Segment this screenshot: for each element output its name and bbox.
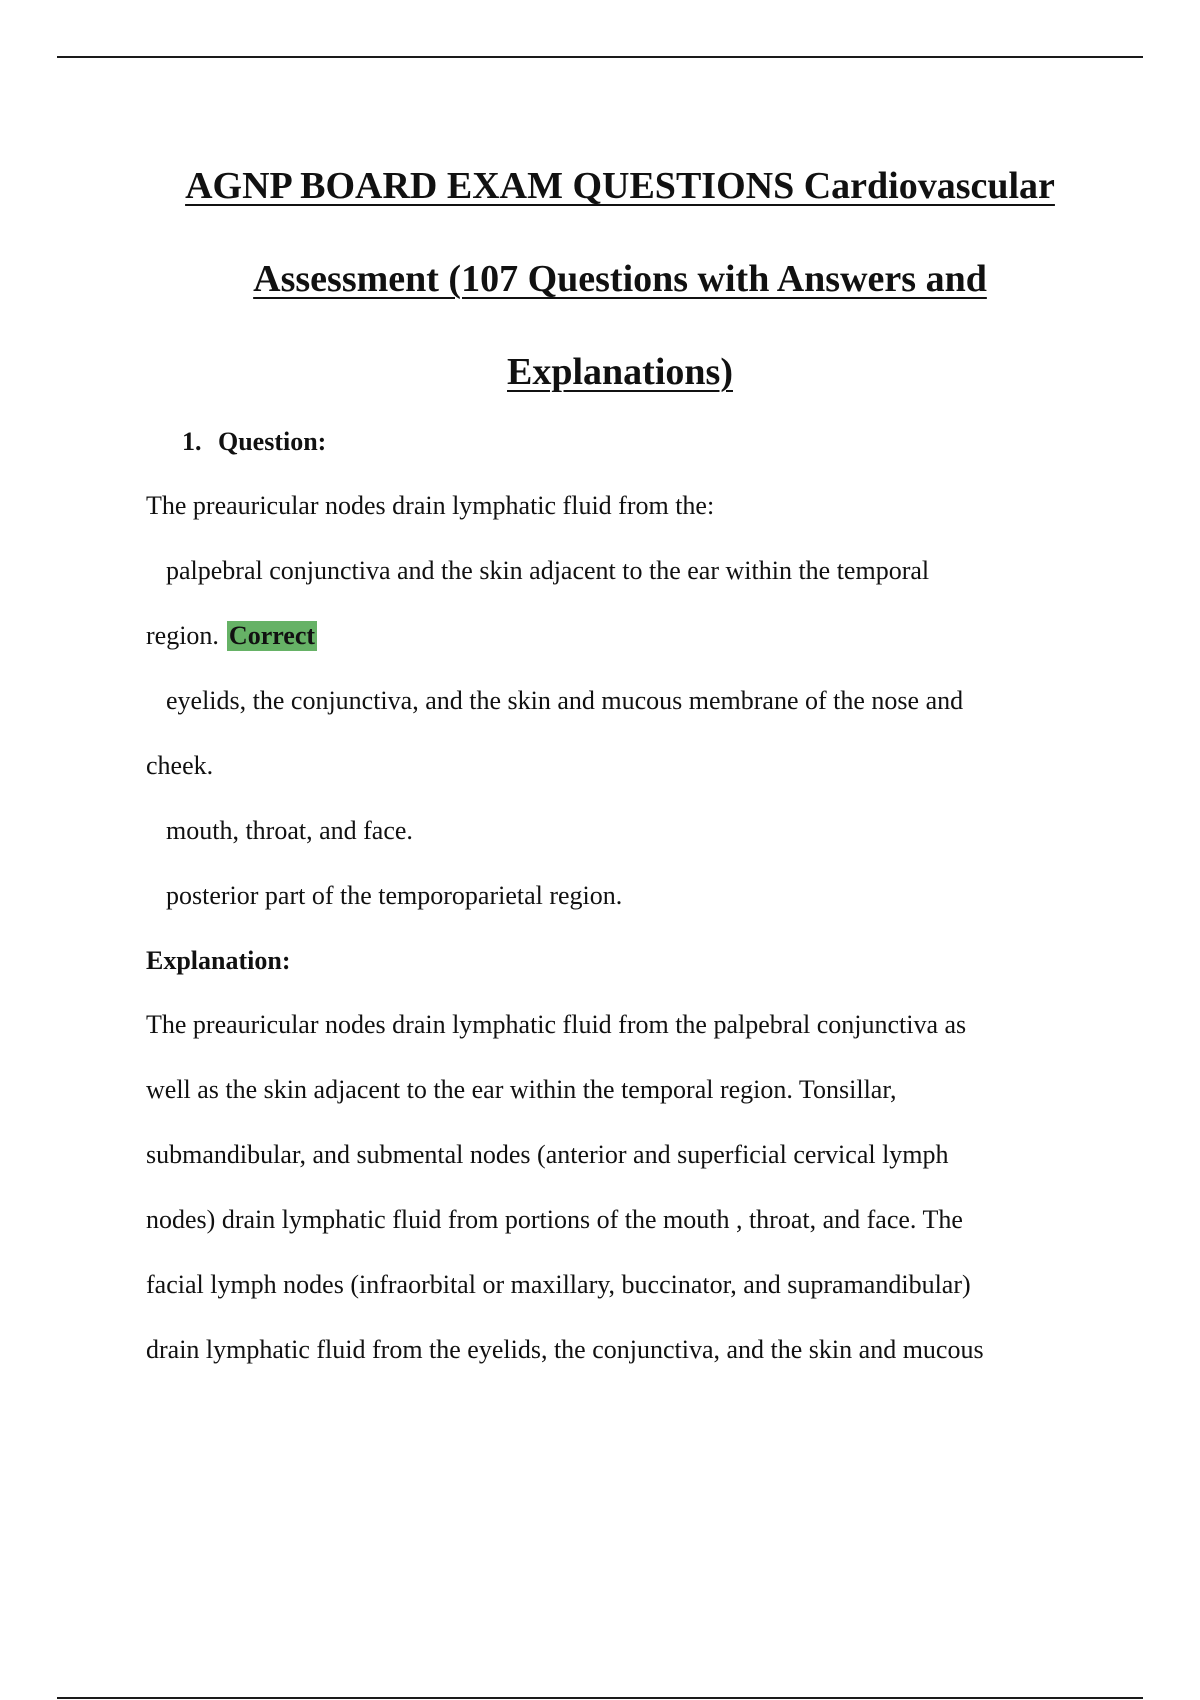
correct-badge: Correct [228,621,316,650]
option-2-line-1: eyelids, the conjunctiva, and the skin and mucous membrane of the nose and [166,686,964,715]
title-line-2: Assessment (107 Questions with Answers and [253,258,987,300]
option-1-line-1: palpebral conjunctiva and the skin adjacent to the ear within the temporal [166,556,930,585]
option-1-line-2 [146,621,317,651]
explanation-label: Explanation: [146,946,291,975]
footer-rule [57,1697,1143,1699]
question-number: 1. [182,427,202,456]
explanation-line-5: facial lymph nodes (infraorbital or maxillary, buccinator, and supramandibular) [146,1270,971,1299]
explanation-line-2: well as the skin adjacent to the ear within the temporal region. Tonsillar, [146,1075,897,1104]
explanation-line-3: submandibular, and submental nodes (anterior and superficial cervical lymph [146,1140,949,1169]
question-prompt: The preauricular nodes drain lymphatic fluid from the: [146,491,715,520]
option-4: posterior part of the temporoparietal region. [166,881,623,910]
question-label: Question: [218,427,327,456]
title-line-1: AGNP BOARD EXAM QUESTIONS Cardiovascular [185,165,1055,207]
option-3: mouth, throat, and face. [166,816,413,845]
title-line-3: Explanations) [507,351,733,393]
explanation-line-4: nodes) drain lymphatic fluid from portions of the mouth , throat, and face. The [146,1205,963,1234]
document-title [100,140,1140,419]
option-1-text: region. [146,621,219,650]
question-heading [182,427,326,457]
explanation-line-6: drain lymphatic fluid from the eyelids, the conjunctiva, and the skin and mucous [146,1335,984,1364]
option-2-line-2: cheek. [146,751,214,780]
header-rule [57,56,1143,58]
explanation-line-1: The preauricular nodes drain lymphatic fluid from the palpebral conjunctiva as [146,1010,967,1039]
